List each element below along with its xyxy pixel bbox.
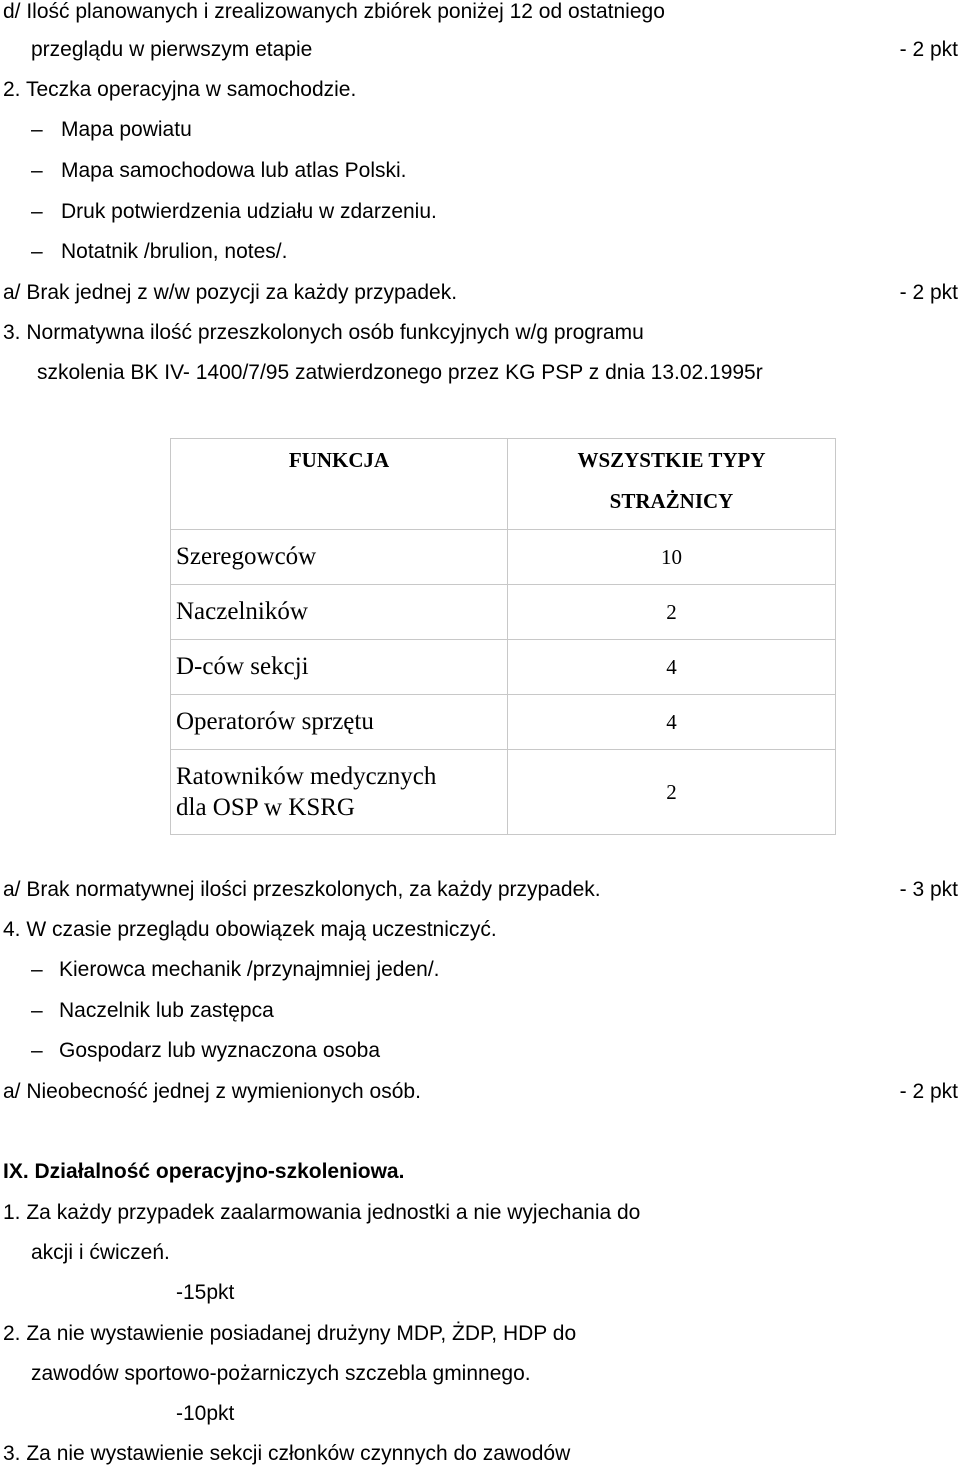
penalty-line: a/ Nieobecność jednej z wymienionych osób.	[3, 1080, 421, 1103]
bullet-dash: –	[31, 200, 43, 223]
table-cell-value: 2	[508, 585, 836, 640]
table-row	[171, 640, 836, 695]
list-item: Mapa powiatu	[61, 118, 192, 141]
ix-item-1: 1. Za każdy przypadek zaalarmowania jednostki a nie wyjechania do	[3, 1201, 641, 1224]
points-section-3: - 3 pkt	[899, 878, 958, 901]
table-cell-funkcja: Operatorów sprzętu	[171, 695, 508, 750]
list-item: Mapa samochodowa lub atlas Polski.	[61, 159, 407, 182]
section-2-heading: 2. Teczka operacyjna w samochodzie.	[3, 78, 357, 101]
ix-item-2-cont: zawodów sportowo-pożarniczych szczebla gminnego.	[31, 1362, 531, 1385]
table-row	[171, 530, 836, 585]
points-section-4: - 2 pkt	[899, 1080, 958, 1103]
section-3-heading-cont: szkolenia BK IV- 1400/7/95 zatwierdzonego przez KG PSP z dnia 13.02.1995r	[37, 361, 763, 384]
table-header-types: WSZYSTKIE TYPY STRAŻNICY	[508, 439, 836, 530]
item-d-line2: przeglądu w pierwszym etapie	[31, 38, 313, 61]
bullet-dash: –	[31, 999, 43, 1022]
table-cell-funkcja: Szeregowców	[171, 530, 508, 585]
points-section-2: - 2 pkt	[899, 281, 958, 304]
bullet-dash: –	[31, 1039, 43, 1062]
table-cell-funkcja: Ratowników medycznych dla OSP w KSRG	[171, 750, 508, 835]
table-row	[171, 585, 836, 640]
table-cell-value: 2	[508, 750, 836, 835]
ix-item-2-points: -10pkt	[176, 1402, 235, 1425]
bullet-dash: –	[31, 118, 43, 141]
penalty-line: a/ Brak jednej z w/w pozycji za każdy przypadek.	[3, 281, 458, 304]
item-d-line1: d/ Ilość planowanych i zrealizowanych zbiórek poniżej 12 od ostatniego	[3, 0, 665, 23]
table-cell-funkcja: D-ców sekcji	[171, 640, 508, 695]
section-4-heading: 4. W czasie przeglądu obowiązek mają uczestniczyć.	[3, 918, 497, 941]
list-item: Gospodarz lub wyznaczona osoba	[59, 1039, 381, 1062]
bullet-dash: –	[31, 240, 43, 263]
list-item: Notatnik /brulion, notes/.	[61, 240, 288, 263]
bullet-dash: –	[31, 159, 43, 182]
list-item: Druk potwierdzenia udziału w zdarzeniu.	[61, 200, 437, 223]
list-item: Kierowca mechanik /przynajmniej jeden/.	[59, 958, 440, 981]
table-header-funkcja: FUNKCJA	[171, 439, 508, 530]
table-row	[171, 695, 836, 750]
table-cell-funkcja: Naczelników	[171, 585, 508, 640]
section-3-heading: 3. Normatywna ilość przeszkolonych osób funkcyjnych w/g programu	[3, 321, 644, 344]
table-cell-value: 4	[508, 695, 836, 750]
function-table	[170, 438, 836, 835]
ix-item-3: 3. Za nie wystawienie sekcji członków czynnych do zawodów	[3, 1442, 571, 1465]
table-row	[171, 750, 836, 835]
points-item-d: - 2 pkt	[899, 38, 958, 61]
penalty-line: a/ Brak normatywnej ilości przeszkolonych, za każdy przypadek.	[3, 878, 601, 901]
section-ix-heading: IX. Działalność operacyjno-szkoleniowa.	[3, 1160, 405, 1183]
ix-item-1-points: -15pkt	[176, 1281, 235, 1304]
ix-item-2: 2. Za nie wystawienie posiadanej drużyny MDP, ŻDP, HDP do	[3, 1322, 577, 1345]
table-cell-value: 4	[508, 640, 836, 695]
bullet-dash: –	[31, 958, 43, 981]
table-cell-value: 10	[508, 530, 836, 585]
ix-item-1-cont: akcji i ćwiczeń.	[31, 1241, 170, 1264]
list-item: Naczelnik lub zastępca	[59, 999, 274, 1022]
